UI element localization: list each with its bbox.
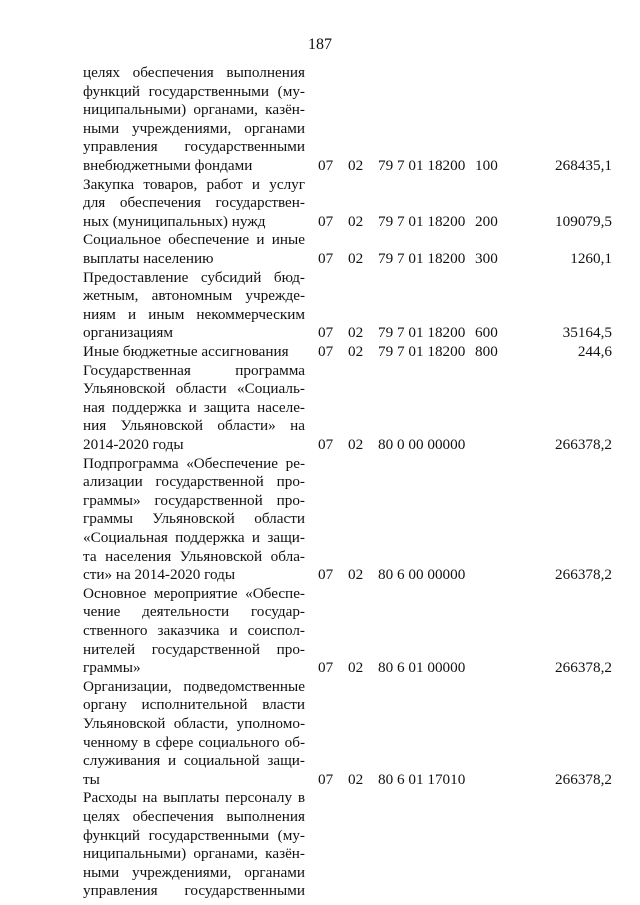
description-line: органу исполнительной власти [83,696,305,714]
description-line: чение деятельности государ- [83,603,305,621]
description-line: ниципальными) органами, казён- [83,101,305,119]
target-article-code: 80 6 01 17010 [378,770,466,788]
description-line: «Социальная поддержка и защи- [83,528,305,546]
description-line: ниципальными) органами, казён- [83,845,305,863]
description-line: целях обеспечения выполнения [83,807,305,825]
section-code: 07 [318,212,334,230]
description-line: Государственная программа [83,361,305,379]
target-article-code: 79 7 01 18200 [378,157,466,174]
description-line: для обеспечения государствен- [83,194,305,212]
description-line: жетным, автономным учрежде- [83,287,305,305]
description-line: функций государственными (му- [83,82,305,100]
section-code: 07 [318,435,334,453]
description-line: та населения Ульяновской обла- [83,547,305,565]
description-line: ная поддержка и защита населе- [83,398,305,416]
row-description [83,64,305,176]
amount-value: 266378,2 [555,659,612,677]
description-line: граммы» [83,659,141,677]
section-code: 07 [318,249,334,267]
row-description [83,269,305,343]
section-code: 07 [318,566,334,584]
description-line: управления государственными [83,882,305,900]
amount-value: 266378,2 [555,770,612,788]
expense-type-code: 200 [475,212,498,230]
target-article-code: 79 7 01 18200 [378,212,466,230]
description-line: сти» на 2014-2020 годы [83,566,236,584]
section-code: 07 [318,157,334,174]
subsection-code: 02 [348,435,364,453]
description-line: граммы» государственной про- [83,491,305,509]
amount-value: 1260,1 [570,249,612,267]
section-code: 07 [318,343,334,360]
section-code: 07 [318,659,334,677]
subsection-code: 02 [348,770,364,788]
description-line: ниям и иным некоммерческим [83,305,305,323]
row-description [83,678,305,790]
description-line: функций государственными (му- [83,826,305,844]
row-description [83,789,305,901]
amount-value: 268435,1 [555,157,612,174]
description-line: Подпрограмма «Обеспечение ре- [83,454,305,472]
amount-value: 266378,2 [555,566,612,584]
description-line: Иные бюджетные ассигнования [83,343,289,360]
description-line: 2014-2020 годы [83,435,184,453]
description-line: Расходы на выплаты персоналу в [83,789,305,807]
target-article-code: 80 6 00 00000 [378,566,466,584]
row-description [83,231,305,268]
description-line: организациям [83,324,174,342]
target-article-code: 79 7 01 18200 [378,249,466,267]
amount-value: 109079,5 [555,212,612,230]
amount-value: 266378,2 [555,435,612,453]
description-line: ты [83,770,100,788]
row-description [83,585,305,678]
amount-value: 35164,5 [562,324,612,342]
subsection-code: 02 [348,566,364,584]
description-line: ственного заказчика и соиспол- [83,621,305,639]
description-line: Ульяновской области, уполномо- [83,714,305,732]
target-article-code: 79 7 01 18200 [378,343,466,360]
description-line: Ульяновской области «Социаль- [83,380,305,398]
subsection-code: 02 [348,324,364,342]
description-line: ными учреждениями, органами [83,863,305,881]
row-description [83,343,305,362]
subsection-code: 02 [348,157,364,174]
description-line: ными учреждениями, органами [83,119,305,137]
row-description [83,455,305,585]
amount-value: 244,6 [577,343,612,360]
subsection-code: 02 [348,212,364,230]
subsection-code: 02 [348,249,364,267]
description-line: Закупка товаров, работ и услуг [83,175,305,193]
expense-type-code: 300 [475,249,498,267]
description-line: Основное мероприятие «Обеспе- [83,584,305,602]
description-line: служивания и социальной защи- [83,752,305,770]
target-article-code: 79 7 01 18200 [378,324,466,342]
row-description [83,176,305,232]
description-line: Организации, подведомственные [83,677,305,695]
description-line: Предоставление субсидий бюд- [83,268,305,286]
expense-type-code: 100 [475,157,498,174]
section-code: 07 [318,770,334,788]
subsection-code: 02 [348,659,364,677]
description-line: Социальное обеспечение и иные [83,231,305,249]
description-line: управления государственными [83,138,305,156]
expense-type-code: 600 [475,324,498,342]
description-line: ных (муниципальных) нужд [83,212,266,230]
page-number: 187 [308,36,332,53]
description-line: ализации государственной про- [83,473,305,491]
row-description [83,362,305,455]
description-line: ния Ульяновской области» на [83,417,305,435]
description-line: целях обеспечения выполнения [83,64,305,81]
description-line: внебюджетными фондами [83,156,253,174]
description-line: выплаты населению [83,249,214,267]
description-line: нителей государственной про- [83,640,305,658]
target-article-code: 80 0 00 00000 [378,435,466,453]
target-article-code: 80 6 01 00000 [378,659,466,677]
description-line: граммы Ульяновской области [83,510,305,528]
section-code: 07 [318,324,334,342]
subsection-code: 02 [348,343,364,360]
expense-type-code: 800 [475,343,498,360]
description-line: ченному в сфере социального об- [83,733,305,751]
